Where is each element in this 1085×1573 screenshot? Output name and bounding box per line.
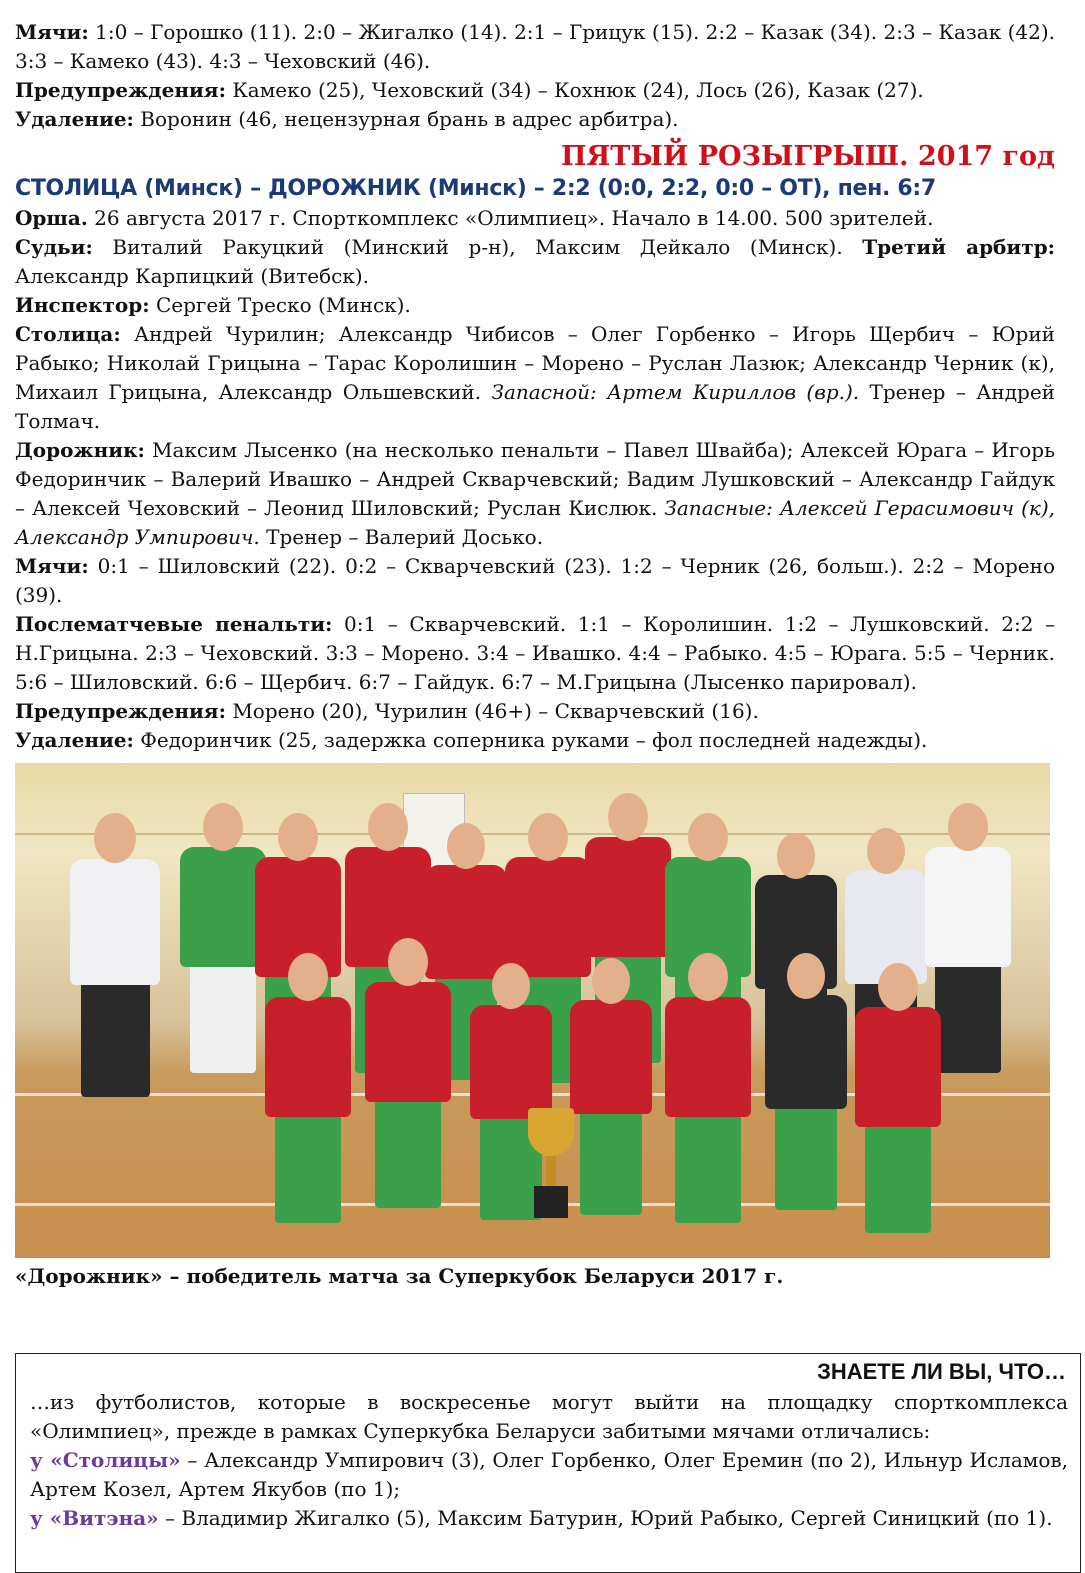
did-you-know-intro: …из футболистов, которые в воскресенье могут выйти на площадку спорткомплекса «Олимпиец», прежде в рамках Суперкубка Беларуси забитыми мячами отличались: bbox=[30, 1390, 1068, 1443]
player-shirt bbox=[765, 995, 847, 1109]
match-penalties: Послематчевые пенальти: 0:1 – Скварчевский. 1:1 – Королишин. 1:2 – Лушковский. 2:2 – Н.Грицына. 2:3 – Чеховский. 3:3 – Морено. 3:4 – Ивашко. 4:4 – Рабыко. 4:5 – Юрага. 5:5 – Черник. 5:6 – Шиловский. 6:6 – Щербич. 6:7 – Гайдук. 6:7 – М.Грицына (Лысенко парировал). bbox=[15, 612, 1056, 694]
player-head bbox=[368, 803, 408, 851]
player-head bbox=[447, 823, 485, 869]
player-head bbox=[688, 813, 728, 861]
section-heading: ПЯТЫЙ РОЗЫГРЫШ. 2017 год bbox=[560, 141, 1055, 172]
player-legs bbox=[375, 1098, 441, 1208]
match-sendoff: Удаление: Федоринчик (25, задержка соперника руками – фол последней надежды). bbox=[15, 728, 928, 752]
player-legs bbox=[81, 981, 150, 1097]
player-head bbox=[608, 793, 648, 841]
player-shirt bbox=[570, 1000, 652, 1114]
player-legs bbox=[190, 963, 256, 1073]
player-head bbox=[94, 813, 136, 863]
player-shirt bbox=[505, 857, 591, 977]
did-you-know-box bbox=[15, 1353, 1081, 1573]
prev-sendoff: Удаление: Воронин (46, нецензурная брань в адрес арбитра). bbox=[15, 107, 679, 131]
player-legs bbox=[275, 1113, 341, 1223]
player-head bbox=[388, 938, 428, 986]
player-shirt bbox=[180, 847, 266, 967]
player-head bbox=[948, 803, 988, 851]
match-inspector: Инспектор: Сергей Треско (Минск). bbox=[15, 293, 411, 317]
match-goals: Мячи: 0:1 – Шиловский (22). 0:2 – Скварчевский (23). 1:2 – Черник (26, больш.). 2:2 – Морено (39). bbox=[15, 554, 1055, 607]
prev-warnings: Предупреждения: Камеко (25), Чеховский (34) – Кохнюк (24), Лось (26), Казак (27). bbox=[15, 78, 924, 102]
match-title: СТОЛИЦА (Минск) – ДОРОЖНИК (Минск) – 2:2 (0:0, 2:2, 0:0 – ОТ), пен. 6:7 bbox=[15, 176, 936, 201]
player-head bbox=[787, 953, 825, 999]
lineup-dorozhnik: Дорожник: Максим Лысенко (на несколько пенальти – Павел Швайба); Алексей Юрага – Игорь Федоринчик – Валерий Ивашко – Андрей Скварчевский; Вадим Лушковский – Александр Гайдук – Алексей Чеховский – Леонид Шиловский; Руслан Кислюк. Запасные: Алексей Герасимович (к), Александр Умпирович. Тренер – Валерий Досько. bbox=[15, 438, 1055, 549]
did-you-know-title: ЗНАЕТЕ ЛИ ВЫ, ЧТО… bbox=[817, 1359, 1066, 1384]
player-head bbox=[592, 958, 630, 1004]
team-photo bbox=[15, 763, 1050, 1258]
match-referees: Судьи: Виталий Ракуцкий (Минский р-н), Максим Дейкало (Минск). Третий арбитр: Александр Карпицкий (Витебск). bbox=[15, 235, 1055, 288]
trophy-stem bbox=[546, 1156, 556, 1186]
player-head bbox=[878, 963, 918, 1011]
player-shirt bbox=[665, 997, 751, 1117]
player-head bbox=[203, 803, 243, 851]
player-legs bbox=[935, 963, 1001, 1073]
trophy-cup bbox=[528, 1108, 574, 1218]
player-head bbox=[528, 813, 568, 861]
player-shirt bbox=[855, 1007, 941, 1127]
trophy-base bbox=[534, 1186, 568, 1218]
player-head bbox=[492, 963, 530, 1009]
page bbox=[15, 18, 1068, 1530]
trophy-bowl bbox=[528, 1108, 574, 1156]
player-shirt bbox=[265, 997, 351, 1117]
match-venue: Орша. 26 августа 2017 г. Спорткомплекс «Олимпиец». Начало в 14.00. 500 зрителей. bbox=[15, 206, 934, 230]
did-you-know-viten: у «Витэна» – Владимир Жигалко (5), Максим Батурин, Юрий Рабыко, Сергей Синицкий (по 1). bbox=[30, 1506, 1053, 1530]
match-warnings: Предупреждения: Морено (20), Чурилин (46+) – Скварчевский (16). bbox=[15, 699, 759, 723]
player-legs bbox=[865, 1123, 931, 1233]
player-legs bbox=[675, 1113, 741, 1223]
player-head bbox=[288, 953, 328, 1001]
player-head bbox=[777, 833, 815, 879]
photo-caption: «Дорожник» – победитель матча за Суперкубок Беларуси 2017 г. bbox=[15, 1264, 784, 1288]
player-shirt bbox=[585, 837, 671, 957]
player-head bbox=[688, 953, 728, 1001]
player-shirt bbox=[365, 982, 451, 1102]
lineup-stolica: Столица: Андрей Чурилин; Александр Чибисов – Олег Горбенко – Игорь Щербич – Юрий Рабыко; Николай Грицына – Тарас Королишин – Морено – Руслан Лазюк; Александр Черник (к), Михаил Грицына, Александр Ольшевский. Запасной: Артем Кириллов (вр.). Тренер – Андрей Толмач. bbox=[15, 322, 1056, 433]
did-you-know-stolica: у «Столицы» – Александр Умпирович (3), Олег Горбенко, Олег Еремин (по 2), Ильнур Исламов, Артем Козел, Артем Якубов (по 1); bbox=[30, 1448, 1068, 1501]
player-shirt bbox=[470, 1005, 552, 1119]
player-shirt bbox=[425, 865, 507, 979]
player-shirt bbox=[70, 859, 160, 985]
player-shirt bbox=[925, 847, 1011, 967]
player-legs bbox=[775, 1105, 838, 1210]
player-head bbox=[867, 828, 905, 874]
player-head bbox=[278, 813, 318, 861]
prev-goals: Мячи: 1:0 – Горошко (11). 2:0 – Жигалко (14). 2:1 – Грицук (15). 2:2 – Казак (34). 2:3 – Казак (42). 3:3 – Камеко (43). 4:3 – Чеховский (46). bbox=[15, 20, 1055, 73]
player-legs bbox=[580, 1110, 643, 1215]
